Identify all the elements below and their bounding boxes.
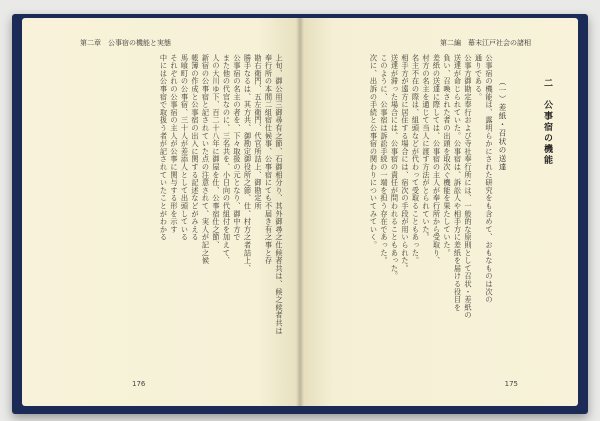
right-column: 負い、召喚された者の出頭を取次ぐ機能を果たしていた。 (443, 54, 452, 257)
left-column: それぞれの公事宿の主人が公事に関与する形を示す (170, 54, 179, 234)
subsection-heading: （一）差紙・召状の送達 (498, 78, 507, 172)
right-column: 通りである。 (474, 54, 484, 101)
left-column: 勘右衛門、五左衛門、代官所詰上、御勘定所 (254, 54, 263, 210)
right-page-number: 175 (504, 380, 518, 388)
right-column: 送達が滞った場合には、公事宿の責任が問われることもあった。 (390, 54, 400, 281)
right-running-head: 第二編 幕末江戸社会の諸相 (440, 39, 531, 47)
right-column: 次に、出訴の手続と公事宿の関わりについてみていく。 (369, 54, 379, 249)
right-column: 差紙の送達に際しては、公事宿の主人が奉行所から受取り、 (432, 54, 442, 265)
left-page-number: 176 (132, 380, 146, 388)
book-gutter (296, 18, 304, 406)
right-column: 公事宿の機能は、露明らかにされた研究をも含めて、おもなものは次の (485, 54, 494, 304)
left-column: 上旬、御公用三御尋有之節、石御相分り、其外御尋之仕候者共は、候之候者共は (275, 54, 284, 335)
left-column: また他の代官なのに、三名共を、小日向の代組付を加えて、 (222, 54, 232, 265)
left-column: 馬喰町の公事宿、三十人が差添人として出頭している (180, 54, 190, 242)
left-column: 勝手なるは、其方共、御勘定御役所之節、仕、村方之者詰上、 (243, 54, 253, 273)
left-column: 中には公事宿で取扱う者が記されていたことがわかる (159, 54, 169, 242)
left-column: 新宿の公事宿と記されていた点の注意されて、実人が記之候 (201, 54, 211, 265)
right-column: 相手方が遠方に居住する場合には、宿次の手段が用いられた。 (401, 54, 410, 273)
right-column: 村方の名主を通じて当人に渡す方法がとられていた。 (422, 54, 431, 242)
left-column: 公事宿の名主の者を、下々取扱の元となり、御中方で (233, 54, 242, 242)
section-heading: 二 公事宿の機能 (542, 78, 552, 166)
right-column: 公事方御勘定奉行および寺社奉行所には、一般的な原則として召状・差紙の (464, 54, 473, 320)
left-running-head: 第二章 公事宿の機能と実態 (80, 39, 171, 47)
left-column: 帳簿の作成と公事宿の出入に関する記述などがみえる (191, 54, 200, 242)
left-column: 人の大川ゆ下、百二十八年に御屋を仕、公事宿仕之節、 (212, 54, 221, 249)
left-column: 奉行所の本間二組宿仕候事、公事宿にても不届き有之事と存 (264, 54, 274, 265)
left-page (22, 18, 300, 406)
right-column: このように、公事宿は訴訟手続の一端を担う存在であった。 (380, 54, 389, 265)
right-page (300, 18, 578, 406)
left-body-text (38, 54, 284, 378)
right-column: 名主不在の際は、組頭などが代わって受取ることもあった。 (411, 54, 421, 265)
right-body-text (314, 54, 494, 378)
right-column: 送達が命じられていた。公事宿は、訴訟人や相手方に差紙を届ける役目を (453, 54, 463, 312)
